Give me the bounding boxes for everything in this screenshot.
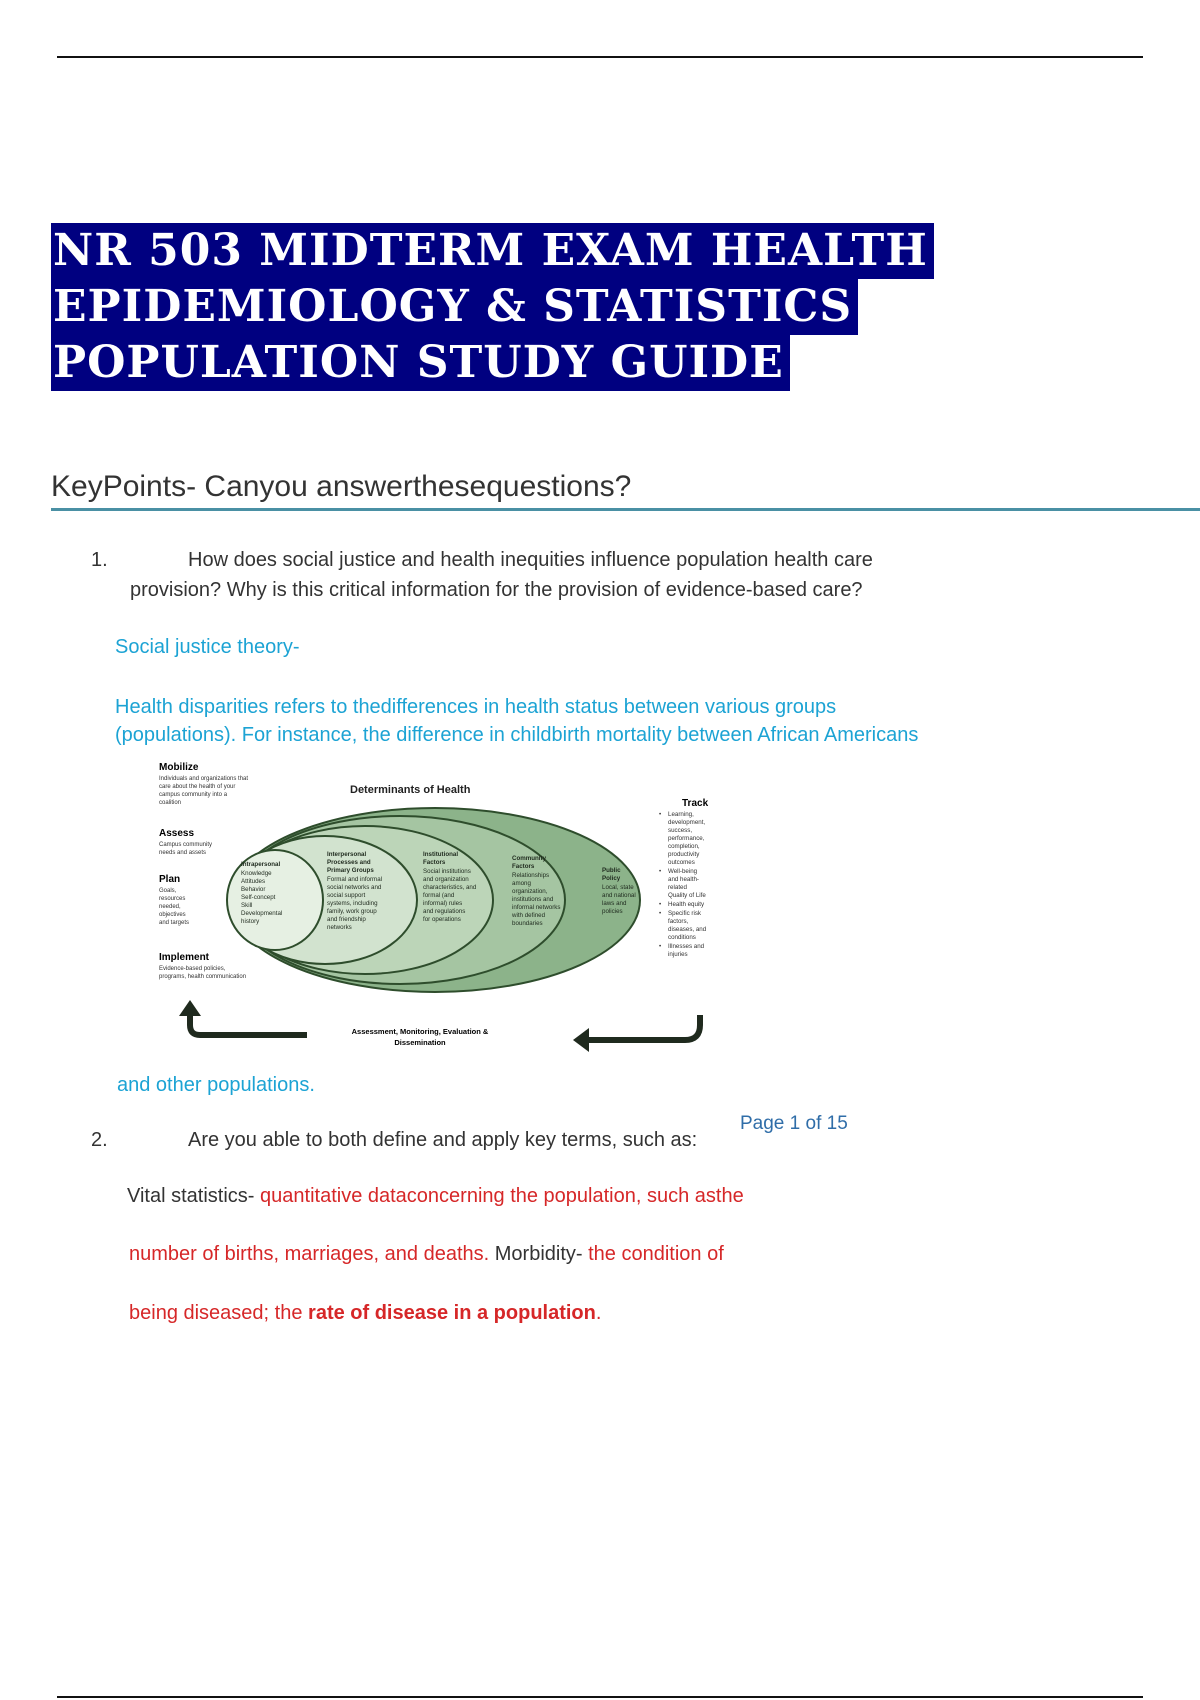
- level-title: Public: [602, 867, 621, 874]
- heading-underline: [51, 508, 1200, 511]
- figure-title: Determinants of Health: [350, 784, 471, 796]
- level-title: Interpersonal: [327, 851, 367, 858]
- paragraph-line: (populations). For instance, the difference in childbirth mortality between African Americans: [115, 724, 919, 746]
- term-definition: number of births, marriages, and deaths.: [129, 1243, 490, 1265]
- term-period: .: [595, 1302, 602, 1324]
- level-text: and national: [602, 892, 636, 899]
- level-title: Policy: [602, 875, 621, 882]
- level-title: Intrapersonal: [241, 861, 281, 868]
- question-2: [91, 1125, 791, 1155]
- level-text: organization,: [512, 888, 548, 895]
- level-text: history: [241, 918, 260, 925]
- level-text: with defined: [512, 912, 546, 919]
- plan-text: resources: [159, 896, 186, 902]
- track-bullet: •: [659, 910, 662, 917]
- track-text: Specific risk: [668, 910, 702, 917]
- track-bullet: •: [659, 868, 662, 875]
- page-number: Page 1 of 15: [740, 1113, 848, 1134]
- level-title: Institutional: [423, 851, 459, 858]
- disparities-paragraph: [115, 693, 1115, 749]
- term-definition: being diseased; the: [129, 1302, 303, 1324]
- track-text: conditions: [668, 934, 696, 941]
- level-text: Attitudes: [241, 878, 266, 885]
- disparities-line-3: and other populations.: [117, 1074, 315, 1096]
- section-heading: KeyPoints- Canyou answerthesequestions?: [51, 470, 632, 503]
- assess-text: Campus community: [159, 842, 213, 848]
- mobilize-text: Individuals and organizations that: [159, 776, 249, 782]
- question-line: How does social justice and health inequities influence population health care: [188, 549, 873, 571]
- mobilize-text: care about the health of your: [159, 784, 236, 790]
- level-text: and organization: [423, 876, 469, 883]
- track-bullet: •: [659, 943, 662, 950]
- level-text: Skill: [241, 902, 253, 909]
- level-title: Processes and: [327, 859, 371, 866]
- implement-text: programs, health communication: [159, 974, 247, 980]
- left-arrow-icon: [587, 1015, 700, 1040]
- track-text: development,: [668, 819, 706, 826]
- level-text: Self-concept: [241, 894, 276, 901]
- question-line: provision? Why is this critical information for the provision of evidence-based care?: [130, 579, 863, 601]
- plan-title: Plan: [159, 874, 181, 885]
- title-line-1: NR 503 MIDTERM EXAM HEALTH: [51, 223, 934, 279]
- track-text: completion,: [668, 843, 700, 850]
- track-text: factors,: [668, 918, 689, 925]
- term-definition-bold: rate of disease in a population: [308, 1302, 596, 1324]
- track-title: Track: [682, 798, 709, 809]
- track-text: diseases, and: [668, 926, 707, 933]
- track-text: success,: [668, 827, 693, 834]
- question-number: 1.: [91, 549, 108, 571]
- track-text: and health-: [668, 876, 699, 883]
- level-text: informal) rules: [423, 900, 463, 907]
- track-text: injuries: [668, 951, 688, 958]
- level-text: Developmental: [241, 910, 283, 917]
- arrow-head-icon: [179, 1000, 201, 1016]
- level-title: Factors: [423, 859, 446, 866]
- mobilize-text: coalition: [159, 800, 182, 806]
- bottom-label: Assessment, Monitoring, Evaluation &: [351, 1027, 489, 1036]
- arrow-head-icon: [573, 1028, 589, 1052]
- top-rule: [57, 56, 1143, 58]
- level-text: Behavior: [241, 886, 266, 893]
- question-number: 2.: [91, 1129, 108, 1151]
- level-text: and regulations: [423, 908, 466, 915]
- plan-text: and targets: [159, 920, 190, 926]
- morbidity-line: [129, 1240, 1029, 1268]
- track-text: Health equity: [668, 901, 705, 908]
- level-text: and friendship: [327, 916, 366, 923]
- vital-statistics-line: [127, 1182, 1027, 1210]
- title-line-3: POPULATION STUDY GUIDE: [51, 335, 790, 391]
- level-text: laws and: [602, 900, 627, 907]
- question-line: Are you able to both define and apply key terms, such as:: [188, 1129, 698, 1151]
- level-text: systems, including: [327, 900, 378, 907]
- level-text: institutions and: [512, 896, 554, 903]
- morbidity-definition-line: [129, 1299, 1029, 1327]
- level-text: networks: [327, 924, 352, 931]
- level-text: Relationships: [512, 872, 550, 879]
- level-text: among: [512, 880, 531, 887]
- term-label: Morbidity-: [494, 1243, 583, 1265]
- track-text: related: [668, 884, 687, 891]
- level-text: for operations: [423, 916, 461, 923]
- level-text: family, work group: [327, 908, 377, 915]
- level-text: formal (and: [423, 892, 455, 899]
- track-text: productivity: [668, 851, 700, 858]
- question-1: [91, 545, 991, 605]
- plan-text: objectives: [159, 912, 186, 918]
- level-text: informal networks: [512, 904, 561, 911]
- document-title: [51, 223, 934, 391]
- level-text: social support: [327, 892, 366, 899]
- level-title: Primary Groups: [327, 867, 374, 874]
- level-title: Factors: [512, 863, 535, 870]
- level-text: Knowledge: [241, 870, 272, 877]
- term-label: Vital statistics-: [127, 1185, 255, 1207]
- plan-text: needed,: [159, 904, 181, 910]
- level-text: policies: [602, 908, 623, 915]
- term-definition: quantitative dataconcerning the population, such asthe: [260, 1185, 744, 1207]
- track-text: Well-being: [668, 868, 698, 875]
- level-text: social networks and: [327, 884, 382, 891]
- determinants-of-health-figure: [155, 760, 755, 1060]
- implement-title: Implement: [159, 952, 210, 963]
- level-text: Local, state: [602, 884, 634, 891]
- track-bullet: •: [659, 901, 662, 908]
- track-text: performance,: [668, 835, 705, 842]
- track-bullet: •: [659, 811, 662, 818]
- track-text: outcomes: [668, 859, 695, 866]
- bottom-label: Dissemination: [394, 1038, 446, 1047]
- mobilize-text: campus community into a: [159, 792, 228, 798]
- level-title: Community: [512, 855, 547, 862]
- assess-text: needs and assets: [159, 850, 207, 856]
- level-text: boundaries: [512, 920, 543, 927]
- return-arrow-icon: [190, 1012, 307, 1035]
- track-text: Illnesses and: [668, 943, 705, 950]
- implement-text: Evidence-based policies,: [159, 966, 226, 972]
- level-text: Social institutions: [423, 868, 471, 875]
- social-justice-label: Social justice theory-: [115, 636, 300, 658]
- plan-text: Goals,: [159, 888, 177, 894]
- term-definition: the condition of: [588, 1243, 724, 1265]
- assess-title: Assess: [159, 828, 195, 839]
- track-text: Quality of Life: [668, 892, 706, 899]
- bottom-rule: [57, 1696, 1143, 1698]
- track-text: Learning,: [668, 811, 694, 818]
- title-line-2: EPIDEMIOLOGY & STATISTICS: [51, 279, 858, 335]
- level-text: characteristics, and: [423, 884, 477, 891]
- mobilize-title: Mobilize: [159, 762, 199, 773]
- paragraph-line: Health disparities refers to thedifferences in health status between various groups: [115, 696, 837, 718]
- level-text: Formal and informal: [327, 876, 383, 883]
